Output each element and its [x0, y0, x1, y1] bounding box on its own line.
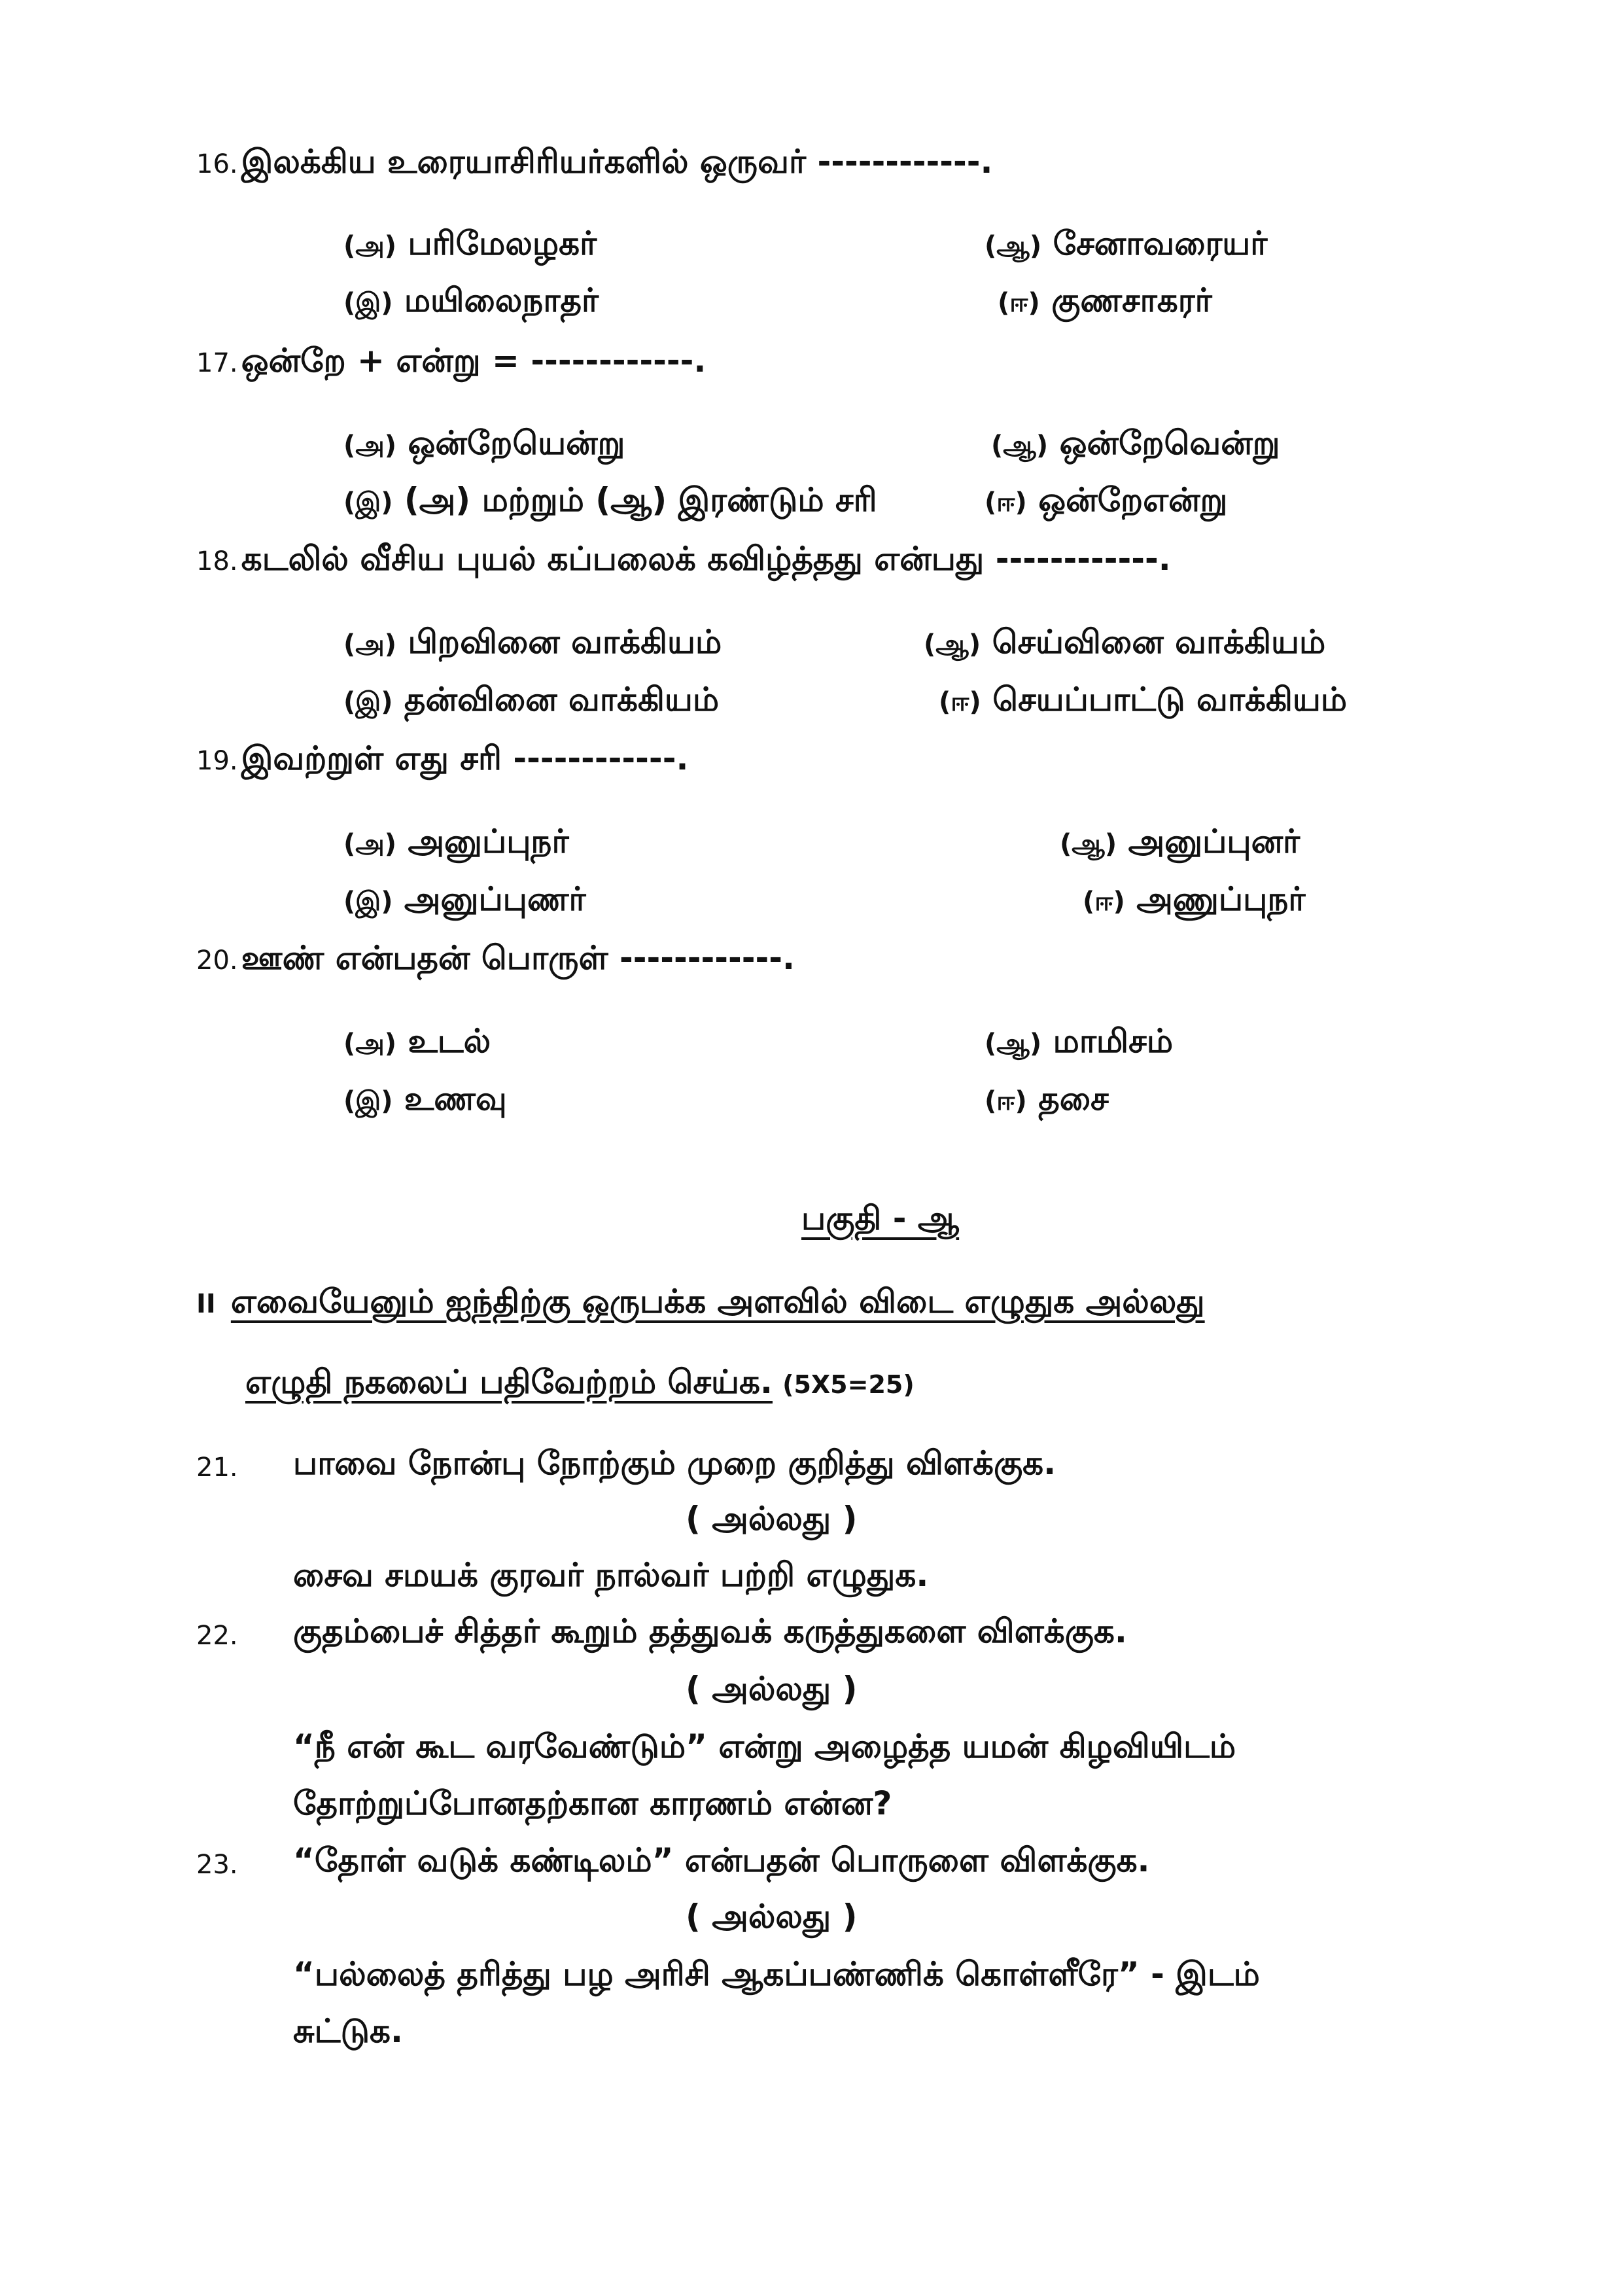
question-16 [196, 143, 993, 185]
option-text: உணவு [404, 1080, 507, 1118]
option-mark: (அ) [343, 1029, 397, 1059]
section-instruction [196, 1282, 1205, 1325]
alt-question-text: தோற்றுப்போனதற்கான காரணம் என்ன? [293, 1784, 892, 1822]
question-number: 21. [196, 1453, 238, 1483]
option-mark: (ஈ) [985, 487, 1027, 518]
question-number: 22. [196, 1621, 238, 1651]
question-text: ஒன்றே + என்று = ------------. [241, 342, 707, 380]
option-mark: (ஆ) [924, 629, 981, 660]
option-d [985, 481, 1227, 523]
option-text: தன்வினை வாக்கியம் [404, 680, 720, 718]
alt-question-text: சுட்டுக. [293, 2012, 404, 2050]
question-text: ஊண் என்பதன் பொருள் ------------. [241, 939, 795, 977]
question-number: 23. [196, 1850, 238, 1880]
option-mark: (ஈ) [1083, 887, 1125, 917]
option-text: (அ) மற்றும் (ஆ) இரண்டும் சரி [404, 481, 877, 519]
option-a [343, 822, 569, 865]
option-mark: (அ) [343, 231, 397, 261]
option-mark: (ஈ) [985, 1086, 1027, 1116]
option-mark: (ஈ) [939, 687, 981, 717]
question-text: இலக்கிய உரையாசிரியர்களில் ஒருவர் ------------. [241, 143, 993, 181]
option-a [343, 1022, 491, 1065]
option-b [985, 224, 1267, 267]
question-17 [196, 342, 706, 384]
option-text: உடல் [408, 1022, 491, 1060]
option-text: செய்வினை வாக்கியம் [992, 623, 1326, 661]
option-b [1060, 822, 1300, 865]
instruction-line-1: எவையேனும் ஐந்திற்கு ஒருபக்க அளவில் விடை எழுதுக அல்லது [230, 1282, 1205, 1320]
option-text: ஒன்றேஎன்று [1038, 481, 1228, 519]
section-roman-numeral: II [196, 1289, 216, 1319]
option-text: மயிலைநாதர் [404, 281, 599, 319]
question-number: 16. [196, 149, 238, 179]
section-title: பகுதி - ஆ [801, 1199, 960, 1237]
option-a [343, 424, 625, 467]
question-18 [196, 540, 1171, 582]
option-b [924, 623, 1325, 665]
option-mark: (ஆ) [1060, 829, 1117, 859]
option-d [1083, 880, 1306, 923]
option-mark: (இ) [343, 288, 393, 318]
question-text: கடலில் வீசிய புயல் கப்பலைக் கவிழ்த்தது என்பது ------------. [241, 540, 1171, 578]
option-mark: (ஆ) [991, 431, 1049, 461]
option-mark: (இ) [343, 887, 393, 917]
option-c [343, 880, 586, 923]
option-c [343, 481, 877, 523]
question-20 [196, 939, 795, 981]
option-a [343, 224, 597, 267]
question-number: 17. [196, 348, 238, 378]
instruction-line-2: எழுதி நகலைப் பதிவேற்றம் செய்க. [245, 1363, 773, 1401]
option-text: அனுப்புநர் [408, 822, 569, 860]
option-mark: (இ) [343, 1086, 393, 1116]
question-number: 20. [196, 945, 238, 976]
option-text: குணசாகரர் [1051, 281, 1212, 319]
option-text: தசை [1038, 1080, 1109, 1118]
option-text: மாமிசம் [1053, 1022, 1174, 1060]
option-mark: (இ) [343, 487, 393, 518]
option-text: அணுப்புநர் [1136, 880, 1306, 918]
option-text: சேனாவரையர் [1053, 224, 1268, 262]
option-text: அனுப்புணர் [404, 880, 586, 918]
option-text: அனுப்புனர் [1128, 822, 1300, 860]
option-mark: (அ) [343, 629, 397, 660]
question-text: பாவை நோன்பு நோற்கும் முறை குறித்து விளக்குக. [293, 1444, 1056, 1482]
option-c [343, 680, 719, 723]
option-text: பிறவினை வாக்கியம் [408, 623, 722, 661]
alt-question-text: “நீ என் கூட வரவேண்டும்” என்று அழைத்த யமன் கிழவியிடம் [293, 1727, 1236, 1765]
option-c [343, 281, 599, 324]
option-b [985, 1022, 1173, 1065]
or-label: ( அல்லது ) [686, 1670, 858, 1708]
question-19 [196, 739, 688, 782]
option-text: ஒன்றேவென்று [1059, 424, 1280, 462]
section-marks: (5X5=25) [782, 1370, 915, 1399]
question-number: 18. [196, 546, 238, 576]
option-mark: (அ) [343, 431, 397, 461]
option-c [343, 1080, 507, 1122]
or-label: ( அல்லது ) [686, 1500, 858, 1538]
option-text: பரிமேலழகர் [408, 224, 597, 262]
question-text: “தோள் வடுக் கண்டிலம்” என்பதன் பொருளை விளக்குக. [293, 1841, 1150, 1879]
or-label: ( அல்லது ) [686, 1898, 858, 1935]
question-text: இவற்றுள் எது சரி ------------. [241, 739, 689, 777]
question-number: 19. [196, 746, 238, 776]
option-a [343, 623, 722, 665]
option-d [939, 680, 1347, 723]
option-mark: (அ) [343, 829, 397, 859]
option-d [998, 281, 1212, 324]
option-d [985, 1080, 1109, 1122]
option-b [991, 424, 1280, 467]
question-text: குதம்பைச் சித்தர் கூறும் தத்துவக் கருத்துகளை விளக்குக. [293, 1612, 1127, 1650]
alt-question-text: சைவ சமயக் குரவர் நால்வர் பற்றி எழுதுக. [293, 1556, 929, 1594]
option-mark: (ஆ) [985, 1029, 1042, 1059]
option-mark: (ஆ) [985, 231, 1042, 261]
option-mark: (இ) [343, 687, 393, 717]
section-instruction-2 [245, 1363, 915, 1405]
option-text: செயப்பாட்டு வாக்கியம் [992, 680, 1348, 718]
alt-question-text: “பல்லைத் தரித்து பழ அரிசி ஆகப்பண்ணிக் கொள்ளீரே” - இடம் [293, 1955, 1260, 1993]
option-mark: (ஈ) [998, 288, 1040, 318]
option-text: ஒன்றேயென்று [408, 424, 625, 462]
